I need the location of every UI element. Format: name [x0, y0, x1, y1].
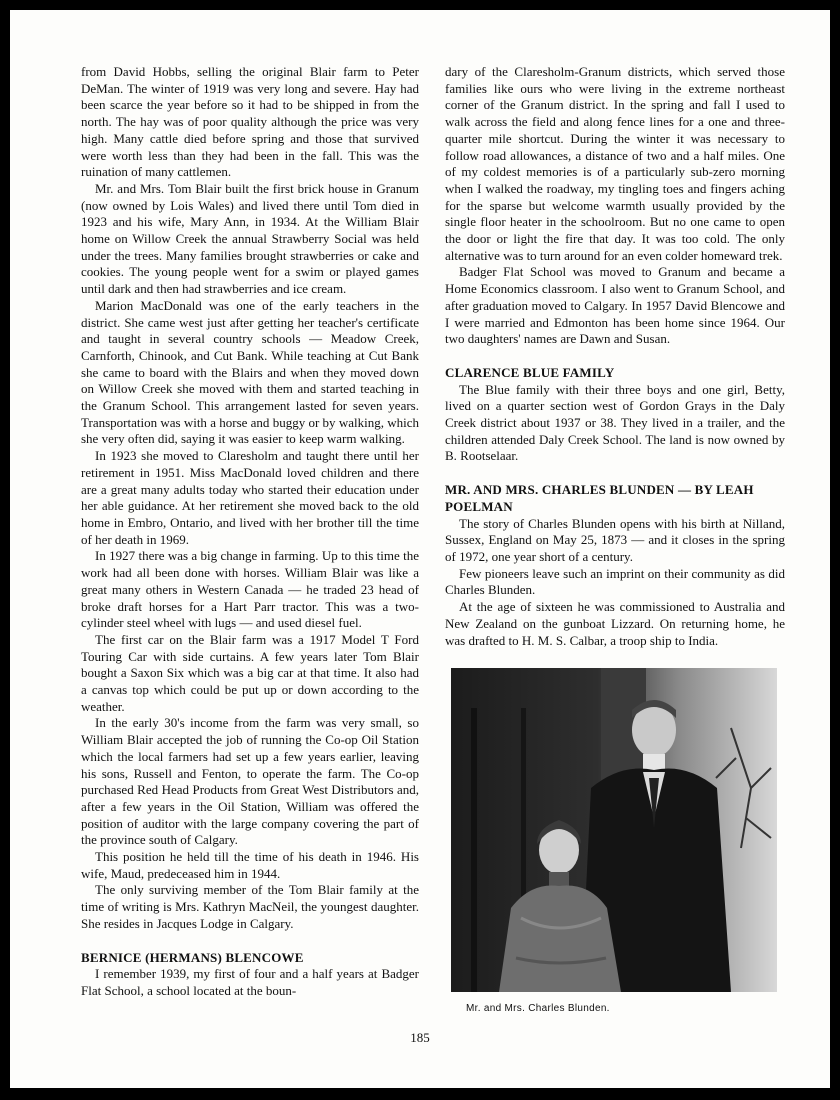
left-column [81, 64, 419, 1000]
paragraph: At the age of sixteen he was commissioned to Australia and New Zealand on the gunboat Lizzard. On returning home, he was drafted to H. M. S. Calbar, a troop ship to India. [445, 599, 785, 648]
section-heading: BERNICE (HERMANS) BLENCOWE [81, 949, 304, 965]
paragraph: The only surviving member of the Tom Blair family at the time of writing is Mrs. Kathryn MacNeil, the youngest daughter. She resides in Jacques Lodge in Calgary. [81, 882, 419, 931]
paragraph: This position he held till the time of his death in 1946. His wife, Maud, predeceased him in 1944. [81, 849, 419, 881]
paragraph: The story of Charles Blunden opens with his birth at Nilland, Sussex, England on May 25, 1873 — and it closes in the spring of 1972, one year short of a century. [445, 515, 785, 564]
paragraph: Badger Flat School was moved to Granum and became a Home Economics classroom. I also went to Granum School, and after graduation moved to Calgary. In 1957 David Blencowe and I were married and Edmonton has been home since 1964. Our two daughters' names are Dawn and Susan. [445, 264, 785, 347]
section-gap [81, 933, 419, 950]
right-column [445, 64, 785, 649]
blunden-photo [451, 668, 777, 992]
paragraph: from David Hobbs, selling the original Blair farm to Peter DeMan. The winter of 1919 was very long and severe. Hay had been scarce the year before so it had to be shipped in from the north. The hay was of poor quality although the price was very high. Many cattle died before spring and those that survived were worth less than they had been in the fall. This was the ruination of many cattlemen. [81, 64, 419, 180]
book-page [10, 10, 830, 1088]
paragraph: dary of the Claresholm-Granum districts, which served those families like ours who were living in the extreme northeast corner of the Granum district. In the spring and fall I used to walk across the field and along fence lines for a one and three-quarter mile shortcut. During the winter it was necessary to follow road allowances, a distance of two and a half miles. One of my coldest memories is of a particularly sub-zero morning when I walked the roadway, my tingling toes and fingers aching for the sparse but welcome warmth usually provided by the single floor heater in the schoolroom. But no one came to open the door or light the fire that day. It was too cold. The only alternative was to turn around for an even colder homeward trek. [445, 64, 785, 263]
photo-caption: Mr. and Mrs. Charles Blunden. [466, 1003, 610, 1014]
section-gap [445, 348, 785, 365]
page-number: 185 [410, 1030, 430, 1045]
paragraph: In 1927 there was a big change in farming. Up to this time the work had all been done with horses. William Blair was like a great many others in Western Canada — he traded 23 head of broke draft horses for a Hart Parr tractor. This was a two-cylinder steel wheel with lugs — and used diesel fuel. [81, 548, 419, 631]
section-heading: MR. AND MRS. CHARLES BLUNDEN — BY LEAH POELMAN [445, 482, 754, 514]
paragraph: In the early 30's income from the farm was very small, so William Blair accepted the job of running the Co-op Oil Station which the local farmers had set up a few years earlier, leaving his sons, Russell and Fenton, to operate the farm. The Co-op purchased Red Head Products from Great West Distributors and, after a few years in the Oil Station, William was offered the position of auditor with the large company covering the part of the province south of Calgary. [81, 715, 419, 848]
paragraph: In 1923 she moved to Claresholm and taught there until her retirement in 1951. Miss MacDonald loved children and there are a great many adults today who started their education under her able guidance. At her retirement she moved back to the old home in Embro, Ontario, and lived with her brother till the time of her death in 1969. [81, 448, 419, 547]
section-heading: CLARENCE BLUE FAMILY [445, 364, 615, 380]
paragraph: Few pioneers leave such an imprint on their community as did Charles Blunden. [445, 565, 785, 598]
paragraph: Marion MacDonald was one of the early teachers in the district. She came west just after getting her teacher's certificate and taught in several country schools — Meadow Creek, Carnforth, Chinook, and Cut Bank. While teaching at Cut Bank she came to board with the Blairs and when they moved down on Willow Creek she moved with them and started teaching in the Granum School. This arrangement lasted for seven years. Transportation was with a horse and buggy or by walking, which she very often did, saying it was easier to keep warm walking. [81, 297, 419, 447]
paragraph: The first car on the Blair farm was a 1917 Model T Ford Touring Car with side curtains. A few years later Tom Blair bought a Saxon Six which was a big car at that time. It also had a canvas top which could be put up or down according to the weather. [81, 631, 419, 714]
paragraph: The Blue family with their three boys and one girl, Betty, lived on a quarter section west of Gordon Grays in the Daly Creek district about 1937 or 38. They lived in a trailer, and the children attended Daly Creek School. The land is now owned by B. Rootselaar. [445, 381, 785, 464]
section-gap [445, 465, 785, 482]
paragraph: I remember 1939, my first of four and a half years at Badger Flat School, a school located at the boun- [81, 966, 419, 998]
paragraph: Mr. and Mrs. Tom Blair built the first brick house in Granum (now owned by Lois Wales) and lived there until Tom died in 1923 and his wife, Mary Ann, in 1934. At the William Blair home on Willow Creek the annual Strawberry Social was held under the trees. Many families brought strawberries or cake and cookies. The young people went for a swim or played games until dark and then had strawberries and ice cream. [81, 180, 419, 297]
